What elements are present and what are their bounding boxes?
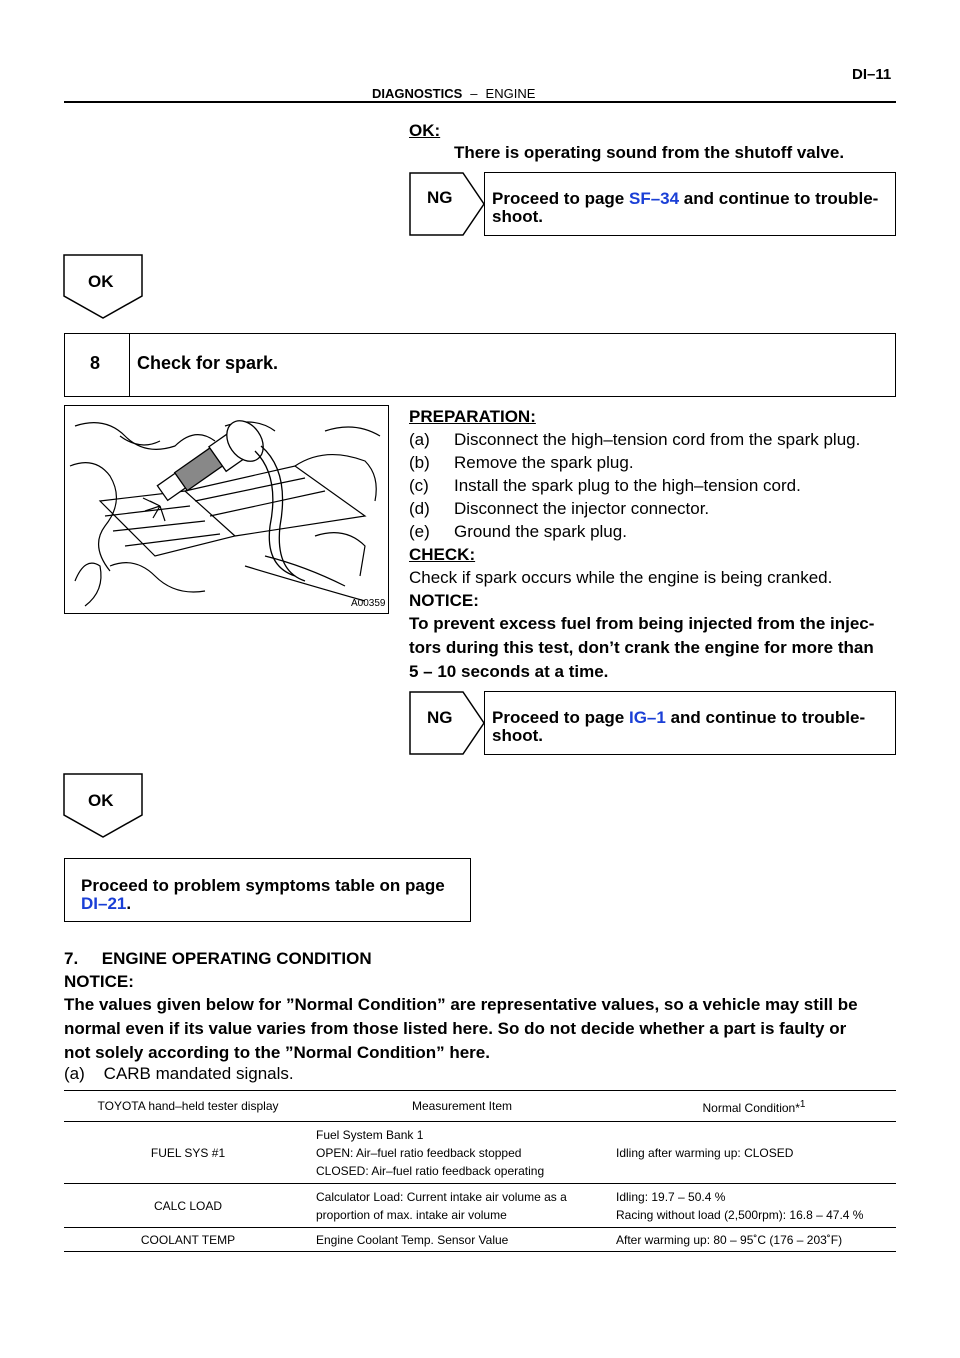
preparation-label: PREPARATION: xyxy=(409,407,536,426)
header-rule xyxy=(64,101,896,103)
footnote-mark: 1 xyxy=(799,1098,806,1110)
header-separator: – xyxy=(470,86,478,101)
prep-step xyxy=(409,474,429,497)
subsection-name: ENGINE xyxy=(485,86,536,101)
table-row xyxy=(64,1122,896,1184)
ok-box-label: OK xyxy=(88,272,114,291)
col-header: TOYOTA hand–held tester display xyxy=(64,1091,312,1122)
page-link-sf34[interactable]: SF–34 xyxy=(628,189,680,208)
final-action-line2 xyxy=(81,892,131,915)
ng-text-pre: Proceed to page xyxy=(492,189,629,208)
display-cell: CALC LOAD xyxy=(64,1184,312,1228)
ng-text-post: and continue to trouble- xyxy=(665,708,866,727)
step-tag: (b) xyxy=(409,453,430,472)
notice-line: To prevent excess fuel from being injected from the injec- xyxy=(409,614,875,633)
section-heading: 7. ENGINE OPERATING CONDITION xyxy=(64,949,372,968)
ng-action-text xyxy=(492,706,865,729)
step-tag: (c) xyxy=(409,476,429,495)
figure-code: A00359 xyxy=(351,598,386,609)
running-header xyxy=(372,86,535,101)
check-label: CHECK: xyxy=(409,545,476,564)
prep-step-text: Install the spark plug to the high–tension cord. xyxy=(454,476,801,495)
table-header-row xyxy=(64,1091,896,1122)
notice-line: tors during this test, don’t crank the engine for more than xyxy=(409,638,874,657)
prep-step xyxy=(409,428,430,451)
ok-box-label: OK xyxy=(88,791,114,810)
normal-line: Idling: 19.7 – 50.4 % xyxy=(616,1189,726,1204)
prep-step xyxy=(409,520,430,543)
final-action-box xyxy=(64,858,471,922)
item-line: Engine Coolant Temp. Sensor Value xyxy=(316,1232,509,1247)
normal-line: Racing without load (2,500rpm): 16.8 – 47.4 % xyxy=(616,1207,864,1222)
check-text: Check if spark occurs while the engine is being cranked. xyxy=(409,568,833,587)
page-link-di21[interactable]: DI–21 xyxy=(81,894,127,913)
step-tag: (a) xyxy=(409,430,430,449)
col-header: Measurement Item xyxy=(312,1091,612,1122)
display-cell: FUEL SYS #1 xyxy=(64,1122,312,1184)
table-row xyxy=(64,1228,896,1252)
ng-text-post: and continue to trouble- xyxy=(679,189,879,208)
ng-action-box xyxy=(484,172,896,236)
normal-cell xyxy=(612,1228,896,1252)
final-action-text: Proceed to problem symptoms table on page xyxy=(81,876,445,895)
ng-action-box xyxy=(484,691,896,755)
section-notice-label: NOTICE: xyxy=(64,972,134,991)
section-notice-line: not solely according to the ”Normal Condition” here. xyxy=(64,1043,490,1062)
ok-criterion-label: OK: xyxy=(409,121,441,140)
ng-text-pre: Proceed to page xyxy=(492,708,629,727)
ng-action-text-line2: shoot. xyxy=(492,207,543,226)
engine-drawing xyxy=(65,406,388,613)
display-cell: COOLANT TEMP xyxy=(64,1228,312,1252)
notice-label: NOTICE: xyxy=(409,591,479,610)
item-cell xyxy=(312,1228,612,1252)
item-line: CLOSED: Air–fuel ratio feedback operating xyxy=(316,1163,545,1178)
prep-step xyxy=(409,497,430,520)
page-number: DI–11 xyxy=(852,66,892,83)
normal-cell xyxy=(612,1122,896,1184)
col-header xyxy=(612,1091,896,1122)
step-tag: (e) xyxy=(409,522,430,541)
item-line: Fuel System Bank 1 xyxy=(316,1127,424,1142)
ok-criterion-text: There is operating sound from the shutoff valve. xyxy=(454,143,845,162)
prep-step-text: Remove the spark plug. xyxy=(454,453,634,472)
normal-line: After warming up: 80 – 95˚C (176 – 203˚F) xyxy=(616,1232,843,1247)
ng-action-text-line2: shoot. xyxy=(492,726,543,745)
prep-step-text: Ground the spark plug. xyxy=(454,522,627,541)
item-cell xyxy=(312,1184,612,1228)
table-row xyxy=(64,1184,896,1228)
prep-step xyxy=(409,451,430,474)
col-header-text: Normal Condition* xyxy=(702,1100,800,1115)
spark-plug-illustration xyxy=(64,405,389,614)
notice-line: 5 – 10 seconds at a time. xyxy=(409,662,609,681)
item-line: OPEN: Air–fuel ratio feedback stopped xyxy=(316,1145,522,1160)
item-line: proportion of max. intake air volume xyxy=(316,1207,507,1222)
section-notice-line: The values given below for ”Normal Condition” are representative values, so a vehicle may still be xyxy=(64,995,858,1014)
ng-label: NG xyxy=(427,188,453,207)
prep-step-text: Disconnect the high–tension cord from the spark plug. xyxy=(454,430,861,449)
section-notice-line: normal even if its value varies from those listed here. So do not decide whether a part is faulty or xyxy=(64,1019,847,1038)
item-cell xyxy=(312,1122,612,1184)
step-title: Check for spark. xyxy=(137,353,279,373)
ng-label: NG xyxy=(427,708,453,727)
page-link-ig1[interactable]: IG–1 xyxy=(628,708,666,727)
ng-action-text xyxy=(492,187,878,210)
step-tag: (d) xyxy=(409,499,430,518)
step-number: 8 xyxy=(90,353,101,373)
item-line: Calculator Load: Current intake air volume as a xyxy=(316,1189,567,1204)
section-name: DIAGNOSTICS xyxy=(372,86,463,101)
sub-item-a: (a) CARB mandated signals. xyxy=(64,1064,294,1083)
signals-table xyxy=(64,1090,896,1252)
normal-line: Idling after warming up: CLOSED xyxy=(616,1145,794,1160)
final-suffix: . xyxy=(126,894,132,913)
prep-step-text: Disconnect the injector connector. xyxy=(454,499,710,518)
normal-cell xyxy=(612,1184,896,1228)
